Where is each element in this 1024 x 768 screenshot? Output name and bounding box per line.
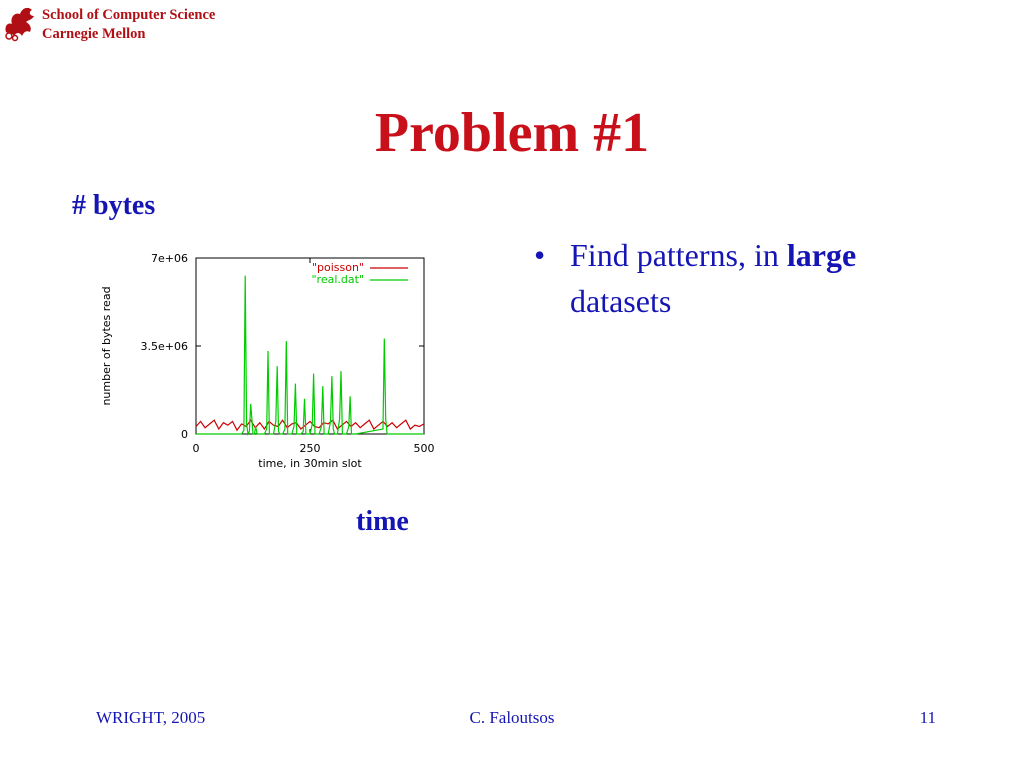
bytes-annotation: # bytes (72, 190, 156, 221)
time-annotation: time (356, 506, 409, 537)
series-line-1 (196, 276, 424, 434)
footer-left: WRIGHT, 2005 (96, 708, 206, 727)
bullet-text (570, 232, 960, 324)
x-axis-label: time, in 30min slot (258, 457, 362, 470)
griffin-logo-icon (2, 2, 38, 42)
legend-label-0: "poisson" (311, 261, 364, 274)
bytes-time-chart (92, 244, 452, 476)
bullet-bold: large (786, 237, 857, 273)
y-tick-label: 7e+06 (151, 252, 188, 265)
y-axis-label: number of bytes read (100, 286, 113, 406)
x-tick-label: 500 (413, 442, 435, 455)
school-name (42, 6, 215, 44)
series-line-0 (196, 420, 424, 430)
bullet-dot-icon: • (534, 237, 546, 273)
y-tick-label: 0 (181, 428, 188, 441)
y-tick-label: 3.5e+06 (140, 340, 188, 353)
x-tick-label: 0 (192, 442, 200, 455)
school-line2: Carnegie Mellon (42, 26, 146, 42)
bullet-suffix: datasets (570, 283, 672, 319)
x-tick-label: 250 (299, 442, 321, 455)
school-line1: School of Computer Science (42, 7, 216, 23)
footer-page-number: 11 (919, 708, 936, 727)
footer-center: C. Faloutsos (469, 708, 555, 727)
slide-title: Problem #1 (374, 102, 650, 164)
bullet-prefix: Find patterns, in (570, 237, 787, 273)
legend-label-1: "real.dat" (311, 273, 364, 286)
plot-frame (196, 258, 424, 434)
